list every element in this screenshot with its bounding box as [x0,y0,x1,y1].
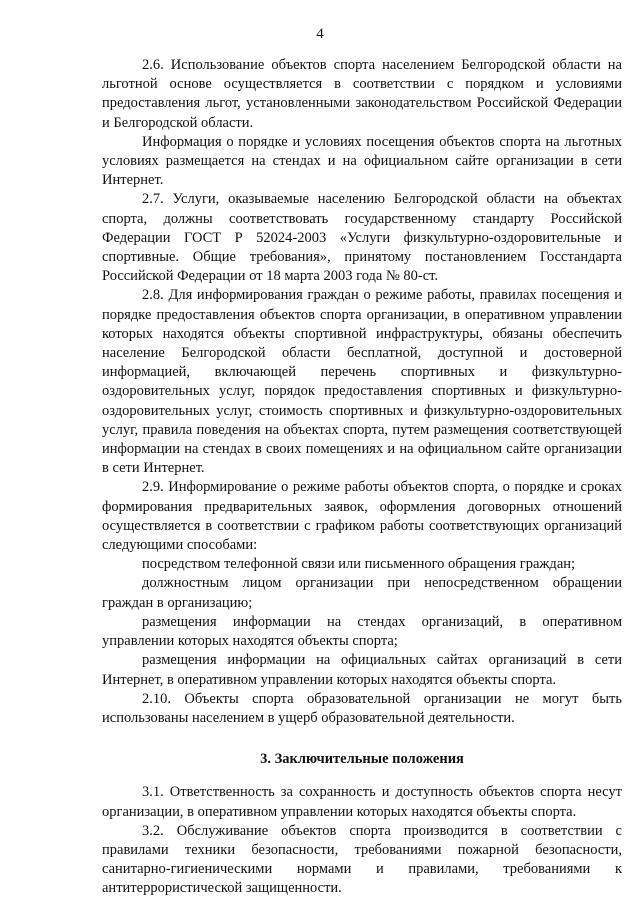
document-body [102,56,622,899]
paragraph-3-2: 3.2. Обслуживание объектов спорта производится в соответствии с правилами техники безопасности, требованиями пожарной безопасности, санитарно-гигиеническими нормами и правилами, требованиями к антитеррористической защищенности. [102,822,622,897]
paragraph-2-10: 2.10. Объекты спорта образовательной организации не могут быть использованы населением в ущерб образовательной деятельности. [102,690,622,726]
paragraph-2-6: 2.6. Использование объектов спорта населением Белгородской области на льготной основе осуществляется в соответствии с порядком и условиями предоставления льгот, установленными законодательством Российской Федерации и Белгородской области. [102,57,622,131]
list-item-stands: размещения информации на стендах организаций, в оперативном управлении которых находятся объекты спорта; [102,613,622,650]
paragraph-2-9: 2.9. Информирование о режиме работы объектов спорта, о порядке и сроках формирования предварительных заявок, оформления договорных отношений осуществляется в соответствии с графиком работы соответствующих организаций следующими способами: [102,479,622,554]
list-item-websites: размещения информации на официальных сайтах организаций в сети Интернет, в оперативном управлении которых находятся объекты спорта. [102,652,622,688]
section-heading: 3. Заключительные положения [260,751,464,768]
list-item-official: должностным лицом организации при непосредственном обращении граждан в организацию; [102,575,622,611]
paragraph-3-1: 3.1. Ответственность за сохранность и доступность объектов спорта несут организации, в оперативном управлении которых находятся объекты спорта. [102,784,622,820]
page-number: 4 [316,26,324,42]
paragraph-info-benefits: Информация о порядке и условиях посещения объектов спорта на льготных условиях размещается на стендах и на официальном сайте организации в сети Интернет. [102,133,622,189]
list-item-phone: посредством телефонной связи или письменного обращения граждан; [142,556,576,573]
paragraph-2-7: 2.7. Услуги, оказываемые населению Белгородской области на объектах спорта, должны соответствовать государственному стандарту Российской Федерации ГОСТ Р 52024-2003 «Услуги физкультурно-оздоровительные и спортивные. Общие требования», принятому постановлением Госстандарта Российской Федерации от 18 марта 2003 года № 80-ст. [102,191,622,285]
paragraph-2-8: 2.8. Для информирования граждан о режиме работы, правилах посещения и порядке предоставления объектов спорта организации, в оперативном управлении которых находятся объекты спортивной инфраструктуры, обязаны обеспечить население Белгородской области бесплатной, доступной и достоверной информацией, включающей перечень спортивных и физкультурно-оздоровительных услуг, порядок предоставления спортивных и физкультурно-оздоровительных услуг, стоимость спортивных и физкультурно-оздоровительных услуг, правила поведения на объектах спорта, путем размещения соответствующей информации на стендах в своих помещениях и на официальном сайте организации в сети Интернет. [102,287,622,477]
